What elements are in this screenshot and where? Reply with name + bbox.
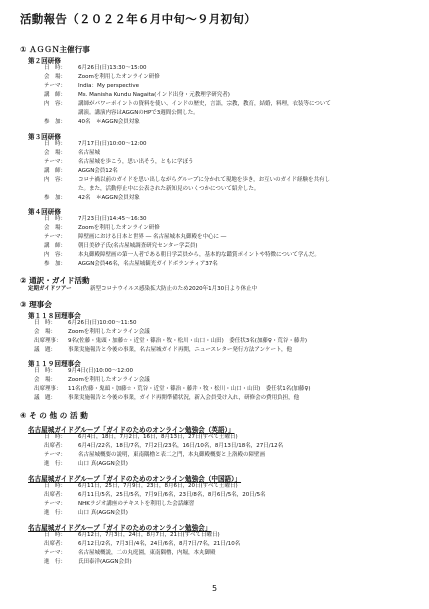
board-119-row: 日 時： 9月4日(日)10:00〜12:00 (34, 368, 133, 374)
board-118-row: 日 時： 6月26日(日)10:00〜11:50 (34, 320, 137, 326)
meeting-4-row: テーマ： 障壁画における日本と世界 ― 名古屋城本丸御殿を中心に ― (44, 234, 227, 240)
section-2-heading: ② 通訳・ガイド活動 (20, 276, 90, 285)
section-3-heading: ③ 理事会 (20, 300, 52, 309)
study-group-japanese-row: 進 行： 氏田泰洋(AGGN会員) (44, 559, 132, 565)
study-group-english-row: 進 行： 山口 真(AGGN会員) (44, 461, 128, 467)
board-119-heading: 第１１９回理事会 (28, 360, 81, 368)
meeting-2-row: 講演。講演内容はAGGNのHPで3週間公開した。 (78, 110, 199, 116)
board-118-heading: 第１１８回理事会 (28, 312, 81, 320)
board-118-row: 議 題： 事業実施報告と今後の事業，名古屋城ガイド再開，ニュースレター発行方法アンケート，他 (34, 347, 293, 353)
study-group-japanese-row: テーマ： 名古屋城概説，二の丸庭園，東南隅櫓，内堀，本丸御殿 (44, 550, 216, 556)
page-title: 活動報告（２０２２年６月中旬〜９月初旬） (20, 12, 256, 26)
meeting-3-row: た。また，活動停止中に公表された新知見のいくつかについて紹介した。 (78, 186, 260, 192)
board-119-row: 出席理事： 11名(佐藤・鬼頭・加藤☆・荒谷・近堂・篠治・藤井・牧・松川・山口・山田) 委任状1名(加藤♀) (34, 386, 311, 392)
regular-tour-row: 定期ガイドツアー 新型コロナウイルス感染拡大防止のため2020年1月30日より休止中 (28, 286, 258, 292)
meeting-4-row: 講 師： 朝日美砂子氏(名古屋城調査研究センター学芸員) (44, 243, 198, 249)
study-group-chinese-heading: 名古屋城ガイドグループ「ガイドのためのオンライン勉強会（中国語）」 (28, 475, 242, 483)
study-group-japanese-heading: 名古屋城ガイドグループ「ガイドのためのオンライン勉強会」 (28, 524, 212, 532)
meeting-4-row: 参 加： AGGN会員46名，名古屋城観光ガイドボランティア37名 (44, 261, 218, 267)
study-group-japanese-row: 日 時： 6月12日，7月3日，24日，8月7日，21日(すべて日曜日) (44, 532, 220, 538)
page-number: 5 (211, 584, 218, 593)
meeting-3-row: テーマ： 名古屋城を歩こう，思い出そう，ともに学ぼう (44, 159, 194, 165)
meeting-4-heading: 第４回研修 (28, 208, 61, 216)
meeting-3-row: 内 容： コロナ禍以前のガイドを思い出しながらグループに分かれて現地を歩き，お互いのガイド経験を共有し (44, 177, 331, 183)
meeting-4-row: 内 容： 本丸御殿障壁画の第一人者である朝日学芸員から，基本的な鑑賞ポイントや特徴について学んだ。 (44, 252, 320, 258)
meeting-3-row: 講 師： AGGN会員12名 (44, 168, 118, 174)
meeting-3-row: 日 時： 7月17日(日)10:00〜12:00 (44, 141, 147, 147)
study-group-chinese-row: テーマ： NHKラジオ講座のテキストを利用した会話練習 (44, 501, 195, 507)
meeting-3-row: 参 加： 42名 ＊AGGN会員対象 (44, 195, 140, 201)
study-group-english-row: 日 時： 6月4日，18日，7月2日，16日，8月13日，27日(すべて土曜日) (44, 434, 238, 440)
study-group-japanese-row: 出席者： 6月12日/2名，7月3日/4名，24日/6名，8月7日/7名，21日/10名 (44, 541, 241, 547)
study-group-chinese-row: 日 時： 6月11日，25日，7月9日，23日，8月6日，20日(すべて土曜日) (44, 483, 238, 489)
meeting-4-row: 会 場： Zoomを利用したオンライン研修 (44, 225, 160, 231)
meeting-2-row: 会 場： Zoomを利用したオンライン研修 (44, 74, 160, 80)
board-118-row: 出席理事： 9名(佐藤・鬼頭・加藤☆・近堂・篠治・牧・松川・山口・山田) 委任状3名(加藤♀・荒谷・藤井) (34, 338, 308, 344)
meeting-2-heading: 第２回研修 (28, 57, 61, 65)
meeting-2-row: 日 時： 6月26日(日)13:30〜15:00 (44, 65, 147, 71)
board-119-row: 会 場： Zoomを利用したオンライン会議 (34, 377, 150, 383)
meeting-2-row: 内 容： 講師がパワーポイントの資料を使い、インドの歴史，言語，宗教，教育，結婚，料理，衣装等について (44, 101, 331, 107)
meeting-3-heading: 第３回研修 (28, 133, 61, 141)
meeting-2-row: 講 師： Ms. Manisha Kundu Nagaita(インド出身・元教理学研究者) (44, 92, 230, 98)
meeting-2-row: テーマ： India：My perspective (44, 83, 139, 89)
section-1-heading: ① ＡＧＧＮ主催行事 (20, 45, 90, 54)
board-118-row: 会 場： Zoomを利用したオンライン会議 (34, 329, 150, 335)
meeting-4-row: 日 時： 7月23日(日)14:45〜16:30 (44, 216, 147, 222)
study-group-chinese-row: 進 行： 山口 真(AGGN会員) (44, 510, 128, 516)
meeting-3-row: 会 場： 名古屋城 (44, 150, 101, 156)
study-group-english-heading: 名古屋城ガイドグループ「ガイドのためのオンライン勉強会（英語）」 (28, 426, 235, 434)
section-4-heading: ④ そ の 他 の 活 動 (20, 411, 88, 420)
meeting-2-row: 参 加： 40名 ＊AGGN会員対象 (44, 119, 140, 125)
study-group-chinese-row: 出席者： 6月11日/5名，25日/5名，7月9日/6名，23日/8名，8月6日/5名，20日/5名 (44, 492, 266, 498)
study-group-english-row: テーマ： 名古屋城概要の説明，東南隅櫓と表二之門，本丸御殿概要と上洛殿の障壁画 (44, 452, 266, 458)
study-group-english-row: 出席者： 6月4日/22名，18日/7名，7月2日/23名，16日/10名，8月13日/18名，27日/12名 (44, 443, 284, 449)
board-119-row: 議 題： 事業実施報告と今後の事業，ガイド再開準備状況，新入会員受け入れ，研修会の費用負担，他 (34, 395, 300, 401)
